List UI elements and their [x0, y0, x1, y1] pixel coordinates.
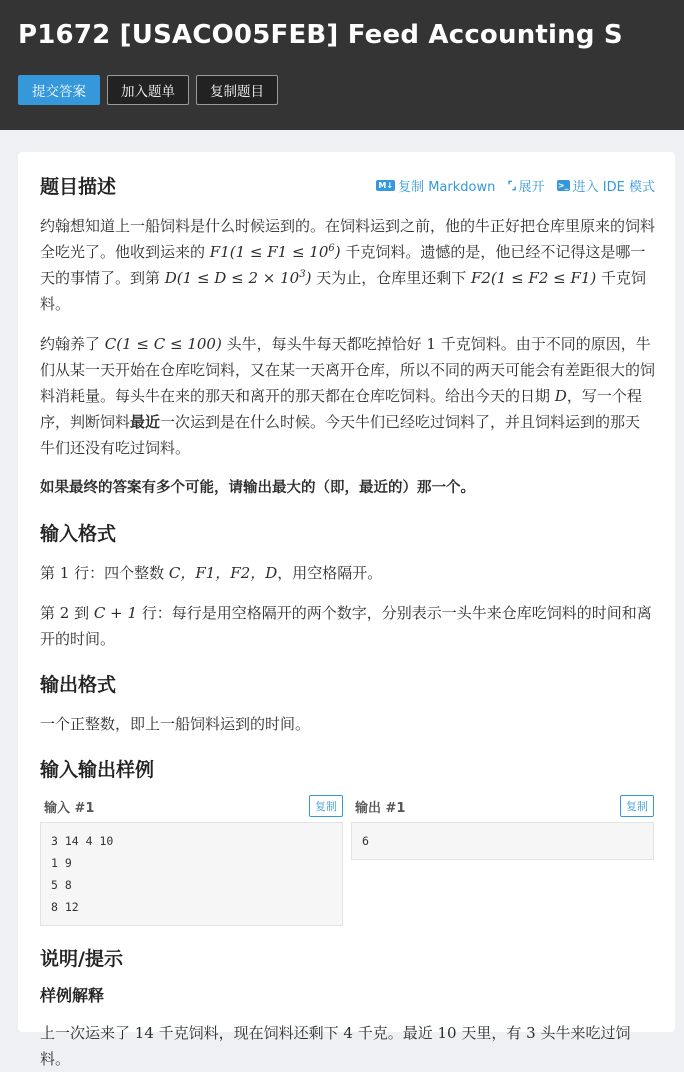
text: 第 — [40, 564, 60, 582]
math: 4 — [343, 1024, 353, 1042]
math — [210, 243, 341, 261]
copy-input-button[interactable]: 复制 — [309, 795, 343, 817]
hint-text — [40, 1020, 655, 1072]
text: ，写一个程序，判断饲料 — [40, 387, 642, 431]
hint-heading: 说明/提示 — [40, 948, 123, 970]
text: 约翰想知道上一船饲料是什么时候运到的。在饲料运到之前，他的牛正好把仓库里原来的饲料全吃光了。他收到运来的 — [40, 217, 656, 261]
ide-mode-label: 进入 IDE 模式 — [572, 180, 655, 195]
text: 一次运到是在什么时候。今天牛们已经吃过饲料了，并且饲料运到的那天牛们还没有吃过饲料。 — [40, 413, 641, 457]
problem-title: P1672 [USACO05FEB] Feed Accounting S — [18, 20, 623, 50]
expand-label: 展开 — [518, 180, 545, 195]
text: 头牛来吃过饲料。 — [40, 1024, 631, 1068]
math: 1 — [59, 564, 70, 582]
terminal-icon: >_ — [557, 181, 569, 190]
description-note: 如果最终的答案有多个可能，请输出最大的（即，最近的）那一个。 — [40, 480, 475, 496]
text: 上一次运来了 — [40, 1024, 135, 1042]
action-bar — [18, 75, 666, 105]
math-sup: 3 — [299, 269, 306, 280]
submit-button[interactable]: 提交答案 — [18, 75, 100, 105]
output-format-heading: 输出格式 — [40, 674, 117, 696]
sample-output-label: 输出 #1 — [355, 800, 406, 816]
description-paragraph-2 — [40, 331, 655, 461]
add-to-list-button[interactable]: 加入题单 — [107, 75, 189, 105]
copy-markdown-link[interactable] — [376, 176, 495, 195]
bold-text: 最近 — [130, 413, 161, 431]
copy-problem-button[interactable]: 复制题目 — [196, 75, 278, 105]
text: 千克。最近 — [352, 1024, 438, 1042]
copy-output-button[interactable]: 复制 — [620, 795, 654, 817]
output-format-text: 一个正整数，即上一船饲料运到的时间。 — [40, 715, 311, 733]
samples-heading: 输入输出样例 — [40, 759, 155, 781]
math — [165, 269, 312, 287]
sample-output-header — [351, 794, 654, 818]
text: 行：四个整数 — [69, 564, 169, 582]
math-text: ) — [334, 243, 341, 261]
text: 千克饲料。遗憾的是，他已经不记得这是哪一天的事情了。到第 — [40, 243, 646, 287]
input-format-line-2 — [40, 600, 655, 652]
math-sup: 6 — [328, 243, 335, 254]
math: F2(1 ≤ F2 ≤ F1) — [470, 269, 597, 287]
expand-icon: ⌜⌟ — [507, 179, 516, 192]
ide-mode-link[interactable] — [557, 176, 655, 195]
math: C(1 ≤ C ≤ 100) — [104, 335, 222, 353]
description-paragraph-1 — [40, 213, 655, 317]
math: D — [554, 387, 567, 405]
samples — [40, 794, 655, 926]
text: ，用空格隔开。 — [277, 564, 383, 582]
sample-input — [40, 794, 343, 926]
hint-subheading: 样例解释 — [40, 986, 105, 1005]
math: C，F1，F2，D — [168, 564, 278, 582]
description-heading: 题目描述 — [40, 176, 117, 198]
text: 头牛，每头牛每天都吃掉恰好 — [221, 335, 427, 353]
math-text: D(1 ≤ D ≤ 2 × 10 — [164, 269, 300, 287]
sample-input-label: 输入 #1 — [44, 800, 95, 816]
markdown-icon: M↓ — [378, 181, 394, 190]
text: 千克饲料。 — [40, 269, 647, 313]
text: 行：每行是用空格隔开的两个数字，分别表示一头牛来仓库吃饲料的时间和离开的时间。 — [40, 604, 652, 648]
text: 千克饲料，现在饲料还剩下 — [153, 1024, 344, 1042]
sample-output — [351, 794, 654, 926]
input-format-heading: 输入格式 — [40, 523, 117, 545]
math: 1 — [426, 335, 436, 353]
text: 到 — [69, 604, 94, 622]
math-text: ) — [305, 269, 312, 287]
math: 14 — [134, 1024, 154, 1042]
text: 天为止，仓库里还剩下 — [311, 269, 471, 287]
copy-markdown-label: 复制 Markdown — [398, 180, 496, 195]
math-text: F1(1 ≤ F1 ≤ 10 — [209, 243, 329, 261]
sample-input-code[interactable]: 3 14 4 10 1 9 5 8 8 12 — [40, 822, 343, 926]
math: 2 — [59, 604, 70, 622]
sample-output-code[interactable]: 6 — [351, 822, 654, 860]
problem-header — [0, 0, 684, 130]
math: C + 1 — [93, 604, 137, 622]
text: 天里，有 — [456, 1024, 527, 1042]
math: 10 — [437, 1024, 457, 1042]
text: 约翰养了 — [40, 335, 105, 353]
problem-card — [18, 152, 675, 1068]
toolbar — [376, 176, 655, 195]
text: 千克饲料。由于不同的原因，牛们从某一天开始在仓库吃饲料，又在某一天离开仓库，所以不同的两天可能会有差距很大的饲料消耗量。每头牛在来的那天和离开的那天都在仓库吃饲料。给出今天的日期 — [40, 335, 656, 405]
math: 3 — [526, 1024, 536, 1042]
input-format-line-1 — [40, 560, 655, 586]
expand-link[interactable] — [507, 176, 544, 195]
text: 第 — [40, 604, 60, 622]
sample-input-header — [40, 794, 343, 818]
description-header — [40, 172, 655, 199]
